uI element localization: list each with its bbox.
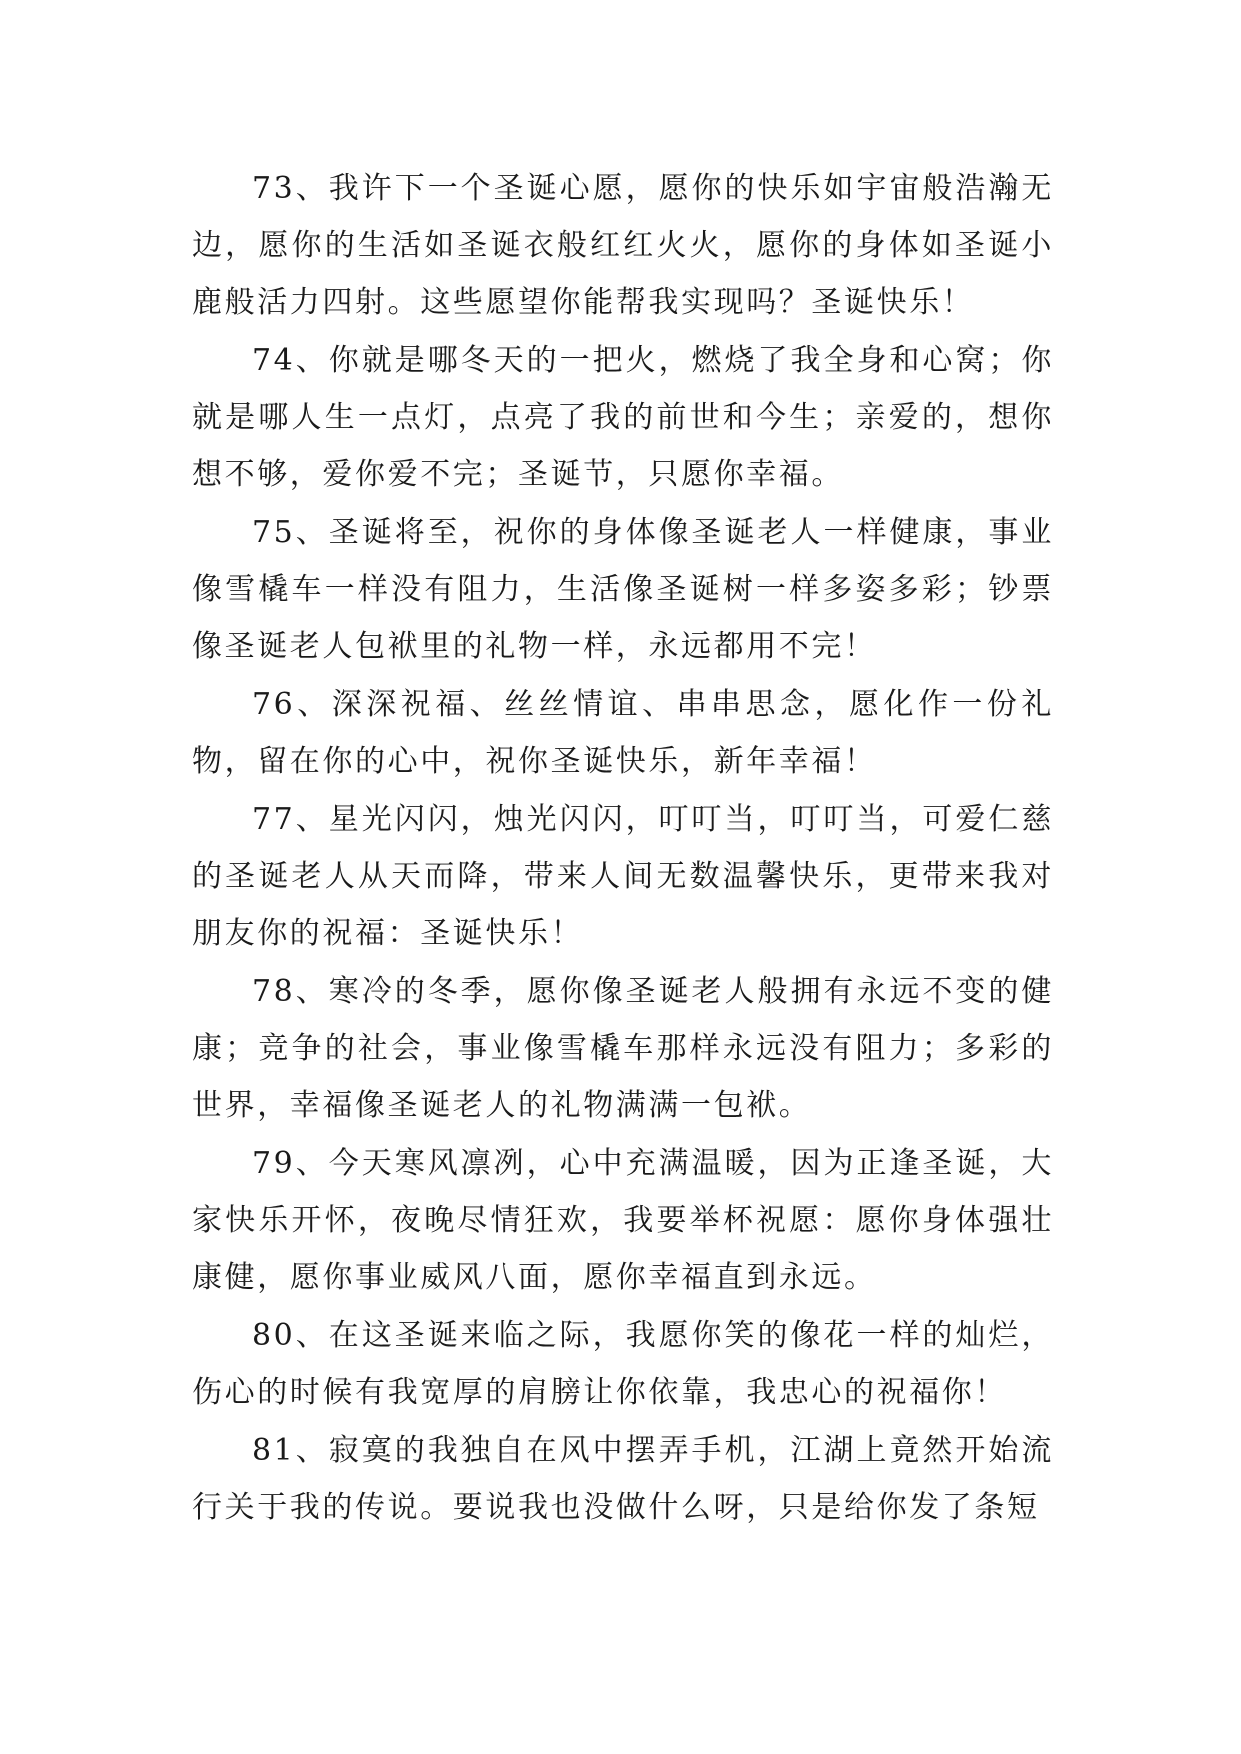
paragraph-73: 73、我许下一个圣诞心愿，愿你的快乐如宇宙般浩瀚无边，愿你的生活如圣诞衣般红红火火，愿你的身体如圣诞小鹿般活力四射。这些愿望你能帮我实现吗？圣诞快乐！ xyxy=(192,171,1054,320)
paragraph-79: 79、今天寒风凛冽，心中充满温暖，因为正逢圣诞，大家快乐开怀，夜晚尽情狂欢，我要举杯祝愿：愿你身体强壮康健，愿你事业威风八面，愿你幸福直到永远。 xyxy=(192,1146,1054,1295)
paragraph-74: 74、你就是哪冬天的一把火，燃烧了我全身和心窝；你就是哪人生一点灯，点亮了我的前世和今生；亲爱的，想你想不够，爱你爱不完；圣诞节，只愿你幸福。 xyxy=(192,343,1054,492)
document-body xyxy=(192,160,1054,1537)
paragraph-75: 75、圣诞将至，祝你的身体像圣诞老人一样健康，事业像雪橇车一样没有阻力，生活像圣诞树一样多姿多彩；钞票像圣诞老人包袱里的礼物一样，永远都用不完！ xyxy=(192,515,1054,664)
paragraph-80: 80、在这圣诞来临之际，我愿你笑的像花一样的灿烂，伤心的时候有我宽厚的肩膀让你依靠，我忠心的祝福你！ xyxy=(192,1318,1054,1410)
paragraph-78: 78、寒冷的冬季，愿你像圣诞老人般拥有永远不变的健康；竞争的社会，事业像雪橇车那样永远没有阻力；多彩的世界，幸福像圣诞老人的礼物满满一包袱。 xyxy=(192,974,1054,1123)
paragraph-81: 81、寂寞的我独自在风中摆弄手机，江湖上竟然开始流行关于我的传说。要说我也没做什么呀，只是给你发了条短 xyxy=(192,1433,1054,1525)
paragraph-76: 76、深深祝福、丝丝情谊、串串思念，愿化作一份礼物，留在你的心中，祝你圣诞快乐，新年幸福！ xyxy=(192,687,1054,779)
paragraph-77: 77、星光闪闪，烛光闪闪，叮叮当，叮叮当，可爱仁慈的圣诞老人从天而降，带来人间无数温馨快乐，更带来我对朋友你的祝福：圣诞快乐！ xyxy=(192,802,1054,951)
